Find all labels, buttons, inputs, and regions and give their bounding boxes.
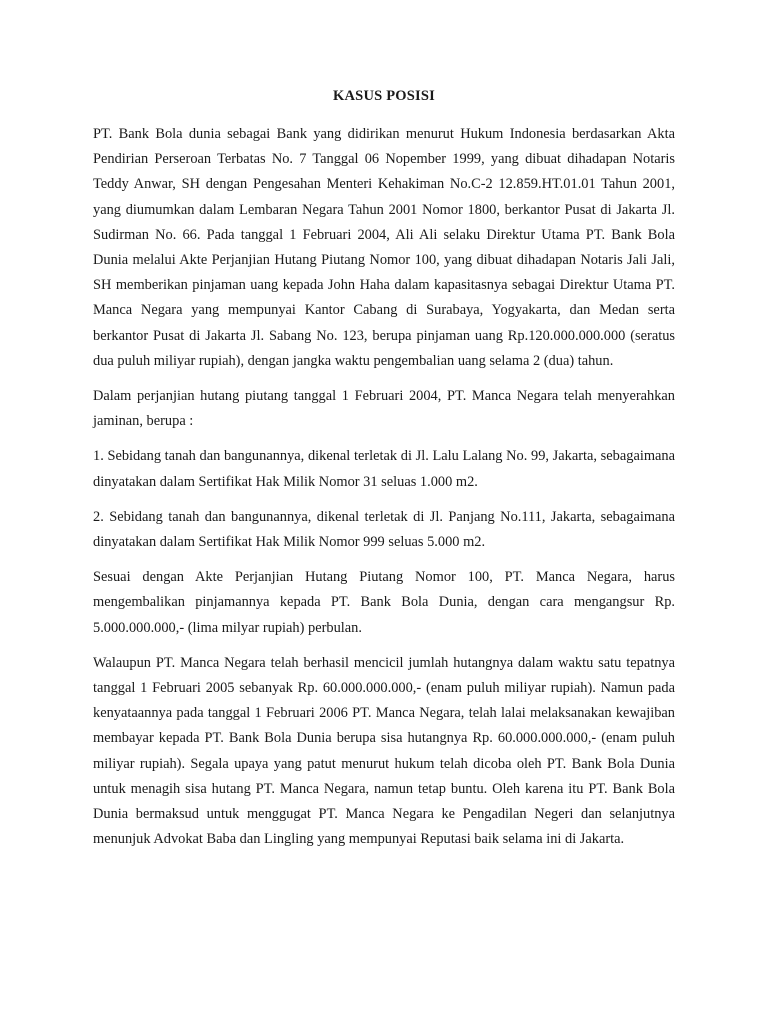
paragraph-collateral-item-2: 2. Sebidang tanah dan bangunannya, dikenal terletak di Jl. Panjang No.111, Jakarta, sebagaimana dinyatakan dalam Sertifikat Hak Milik Nomor 999 seluas 5.000 m2. (93, 508, 675, 551)
document-title: KASUS POSISI (333, 88, 435, 104)
paragraph-default-and-lawsuit: Walaupun PT. Manca Negara telah berhasil mencicil jumlah hutangnya dalam waktu satu tepatnya tanggal 1 Februari 2005 sebanyak Rp. 60.000.000.000,- (enam puluh miliyar rupiah). Namun pada kenyataannya pada tanggal 1 Februari 2006 PT. Manca Negara, telah lalai melaksanakan kewajiban membayar kepada PT. Bank Bola Dunia berupa sisa hutangnya Rp. 60.000.000.000,- (enam puluh miliyar rupiah). Segala upaya yang patut menurut hukum telah dicoba oleh PT. Bank Bola Dunia untuk menagih sisa hutang PT. Manca Negara, namun tetap buntu. Oleh karena itu PT. Bank Bola Dunia bermaksud untuk menggugat PT. Manca Negara ke Pengadilan Negeri dan selanjutnya menunjuk Advokat Baba dan Lingling yang mempunyai Reputasi baik selama ini di Jakarta. (93, 654, 675, 848)
paragraph-collateral-item-1: 1. Sebidang tanah dan bangunannya, dikenal terletak di Jl. Lalu Lalang No. 99, Jakarta, sebagaimana dinyatakan dalam Sertifikat Hak Milik Nomor 31 seluas 1.000 m2. (93, 448, 675, 490)
paragraph-collateral-intro: Dalam perjanjian hutang piutang tanggal 1 Februari 2004, PT. Manca Negara telah menyerahkan jaminan, berupa : (93, 388, 675, 430)
document-body (93, 122, 675, 862)
paragraph-case-background: PT. Bank Bola dunia sebagai Bank yang didirikan menurut Hukum Indonesia berdasarkan Akta Pendirian Perseroan Terbatas No. 7 Tanggal 06 Nopember 1999, yang dibuat dihadapan Notaris Teddy Anwar, SH dengan Pengesahan Menteri Kehakiman No.C-2 12.859.HT.01.01 Tahun 2001, yang diumumkan dalam Lembaran Negara Tahun 2001 Nomor 1800, berkantor Pusat di Jakarta Jl. Sudirman No. 66. Pada tanggal 1 Februari 2004, Ali Ali selaku Direktur Utama PT. Bank Bola Dunia melalui Akte Perjanjian Hutang Piutang Nomor 100, yang dibuat dihadapan Notaris Jali Jali, SH memberikan pinjaman uang kepada John Haha dalam kapasitasnya sebagai Direktur Utama PT. Manca Negara yang mempunyai Kantor Cabang di Surabaya, Yogyakarta, dan Medan serta berkantor Pusat di Jakarta Jl. Sabang No. 123, berupa pinjaman uang Rp.120.000.000.000 (seratus dua puluh miliyar rupiah), dengan jangka waktu pengembalian uang selama 2 (dua) tahun. (93, 126, 675, 369)
paragraph-installment-terms: Sesuai dengan Akte Perjanjian Hutang Piutang Nomor 100, PT. Manca Negara, harus mengembalikan pinjamannya kepada PT. Bank Bola Dunia, dengan cara mengangsur Rp. 5.000.000.000,- (lima milyar rupiah) perbulan. (93, 569, 675, 636)
